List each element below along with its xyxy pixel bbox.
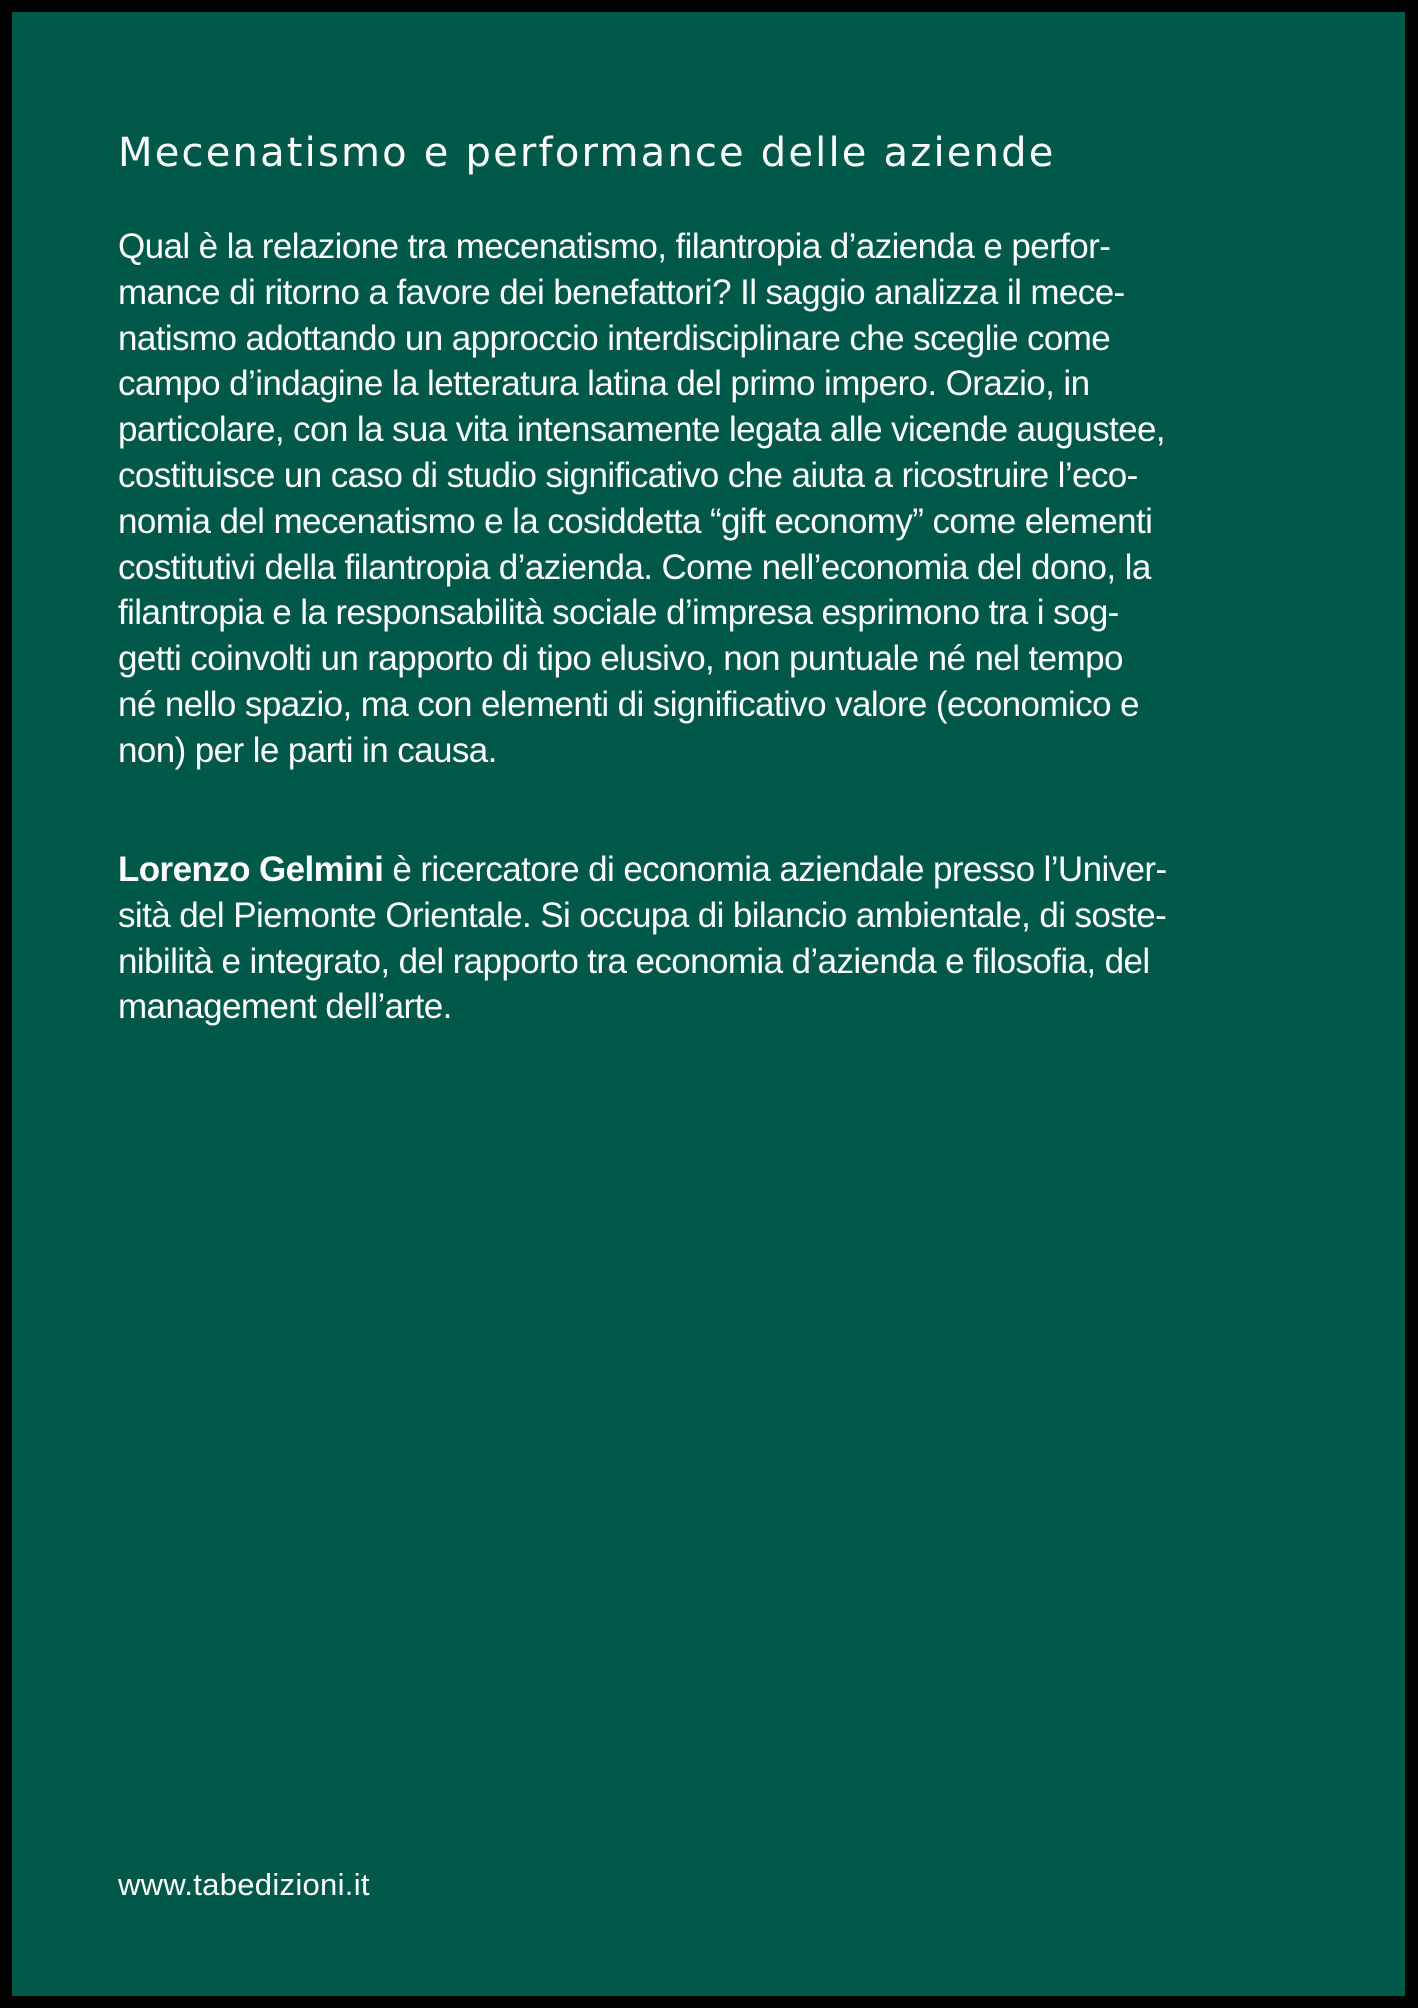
author-bio — [118, 847, 1418, 1030]
abstract-line: campo d’indagine la letteratura latina del primo impero. Orazio, in — [118, 364, 1090, 404]
abstract-paragraph — [118, 224, 1418, 774]
bio-line: nibilità e integrato, del rapporto tra economia d’azienda e filosofia, del — [118, 941, 1150, 981]
abstract-line: mance di ritorno a favore dei benefattori? Il saggio analizza il mece- — [118, 272, 1125, 312]
abstract-line: costituisce un caso di studio significativo che aiuta a ricostruire l’eco- — [118, 455, 1138, 495]
bio-line: management dell’arte. — [118, 987, 452, 1027]
abstract-line: nomia del mecenatismo e la cosiddetta “gift economy” come elementi — [118, 501, 1153, 541]
abstract-line: particolare, con la sua vita intensamente legata alle vicende augustee, — [118, 410, 1165, 450]
back-cover — [12, 12, 1405, 1996]
abstract-line: filantropia e la responsabilità sociale d’impresa esprimono tra i sog- — [118, 593, 1119, 633]
abstract-line: getti coinvolti un rapporto di tipo elusivo, non puntuale né nel tempo — [118, 639, 1123, 679]
publisher-website: www.tabedizioni.it — [118, 1867, 370, 1902]
abstract-line: Qual è la relazione tra mecenatismo, filantropia d’azienda e perfor- — [118, 227, 1111, 266]
author-name: Lorenzo Gelmini — [118, 850, 384, 889]
book-title: Mecenatismo e performance delle aziende — [118, 130, 1056, 176]
abstract-line: costitutivi della filantropia d’azienda. Come nell’economia del dono, la — [118, 547, 1151, 587]
bio-line: sità del Piemonte Orientale. Si occupa di bilancio ambientale, di soste- — [118, 895, 1167, 935]
bio-text: è ricercatore di economia aziendale presso l’Univer- — [383, 850, 1167, 889]
abstract-line: né nello spazio, ma con elementi di significativo valore (economico e — [118, 684, 1139, 724]
abstract-line: non) per le parti in causa. — [118, 730, 497, 770]
abstract-line: natismo adottando un approccio interdisciplinare che sceglie come — [118, 318, 1111, 358]
bio-first-line — [118, 847, 1418, 893]
